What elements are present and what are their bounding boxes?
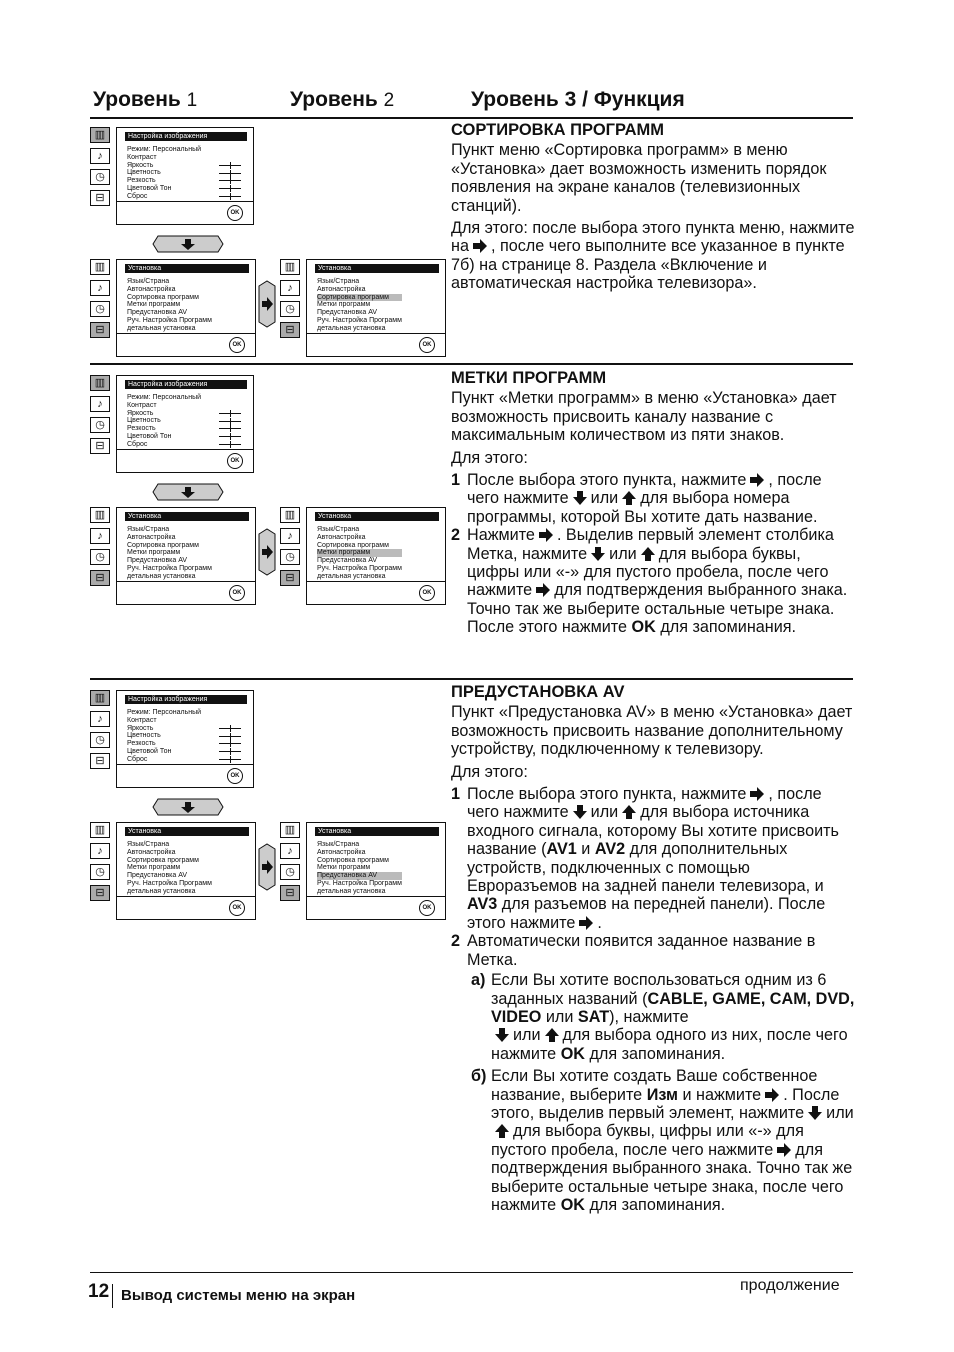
setup-menu-screen	[306, 822, 446, 920]
section-rule	[90, 363, 853, 365]
sound-icon: ♪	[280, 280, 300, 296]
menu-item: детальная установка	[127, 572, 196, 580]
menu-item: Сортировка программ	[317, 294, 402, 302]
menu-footer	[117, 764, 253, 787]
menu-item: Сброс	[127, 440, 148, 448]
level-slider	[219, 728, 241, 729]
menu-item: Язык/Страна	[127, 278, 170, 285]
menu-item: Режим: Персональный	[127, 394, 202, 401]
footer-rule	[90, 1272, 853, 1273]
paragraph: Для этого:	[451, 762, 528, 781]
menu-item: Цветность	[127, 169, 161, 177]
menu-item: Автонастройка	[127, 533, 176, 541]
menu-item: Контраст	[127, 153, 157, 161]
setup-icon: ⊟	[280, 322, 300, 338]
down-arrow-icon	[572, 805, 588, 819]
sound-icon: ♪	[280, 528, 300, 544]
menu-title: Установка	[125, 512, 249, 521]
menu-footer	[307, 896, 445, 919]
picture-icon: ▥	[280, 507, 300, 523]
ok-icon: OK	[227, 205, 243, 221]
list-subitem: б) Если Вы хотите создать Ваше собственное название, выберите Изм и нажмите . После этого, выделив первый элемент, нажмите илидля выбора буквы, цифры или «-» для пустого пробела, после чего нажмите для подтверждения выбранного знака. Точно так же выберите остальные четыре знака, после чего нажмите OK для запоминания.	[471, 1067, 854, 1214]
paragraph: Пункт «Метки программ» в меню «Установка» дает возможность присвоить каналу название с максимальным количеством из пяти знаков.	[451, 389, 837, 445]
menu-item: Руч. Настройка Программ	[317, 879, 402, 887]
header-level1: Уровень 1	[93, 88, 198, 111]
timer-icon: ◷	[280, 301, 300, 317]
sound-icon: ♪	[90, 280, 110, 296]
menu-item: Сброс	[127, 755, 148, 763]
setup-menu-screen	[306, 507, 446, 605]
setup-icon: ⊟	[90, 885, 110, 901]
menu-item: Яркость	[127, 161, 154, 169]
level-slider	[219, 196, 241, 197]
menu-icon-column	[90, 507, 112, 591]
menu-item: Метки программ	[127, 301, 181, 309]
list-item: 2 Автоматически появится заданное название в Метка.	[451, 932, 816, 969]
menu-item: Метки программ	[127, 549, 181, 557]
section-av-preset	[451, 683, 855, 1218]
menu-item: Язык/Страна	[127, 526, 170, 533]
menu-footer	[307, 333, 445, 356]
menu-item: Резкость	[127, 177, 156, 185]
timer-icon: ◷	[90, 417, 110, 433]
right-arrow-icon	[258, 528, 276, 576]
down-arrow-icon	[494, 1028, 510, 1042]
menu-title: Установка	[125, 264, 249, 273]
menu-item: Язык/Страна	[317, 278, 360, 285]
up-arrow-icon	[621, 805, 637, 819]
picture-icon: ▥	[90, 507, 110, 523]
up-arrow-icon	[640, 547, 656, 561]
menu-item: детальная установка	[127, 887, 196, 895]
menu-item: Режим: Персональный	[127, 709, 202, 716]
list-item: 1 После выбора этого пункта, нажмите , после чего нажмите или для выбора источника входного сигнала, которому Вы хотите присвоить название (AV1 и AV2 для дополнительных устройств, подключенных с помощью Евроразъемов на задней панели телевизора, и AV3 для разъемов на передней панели). После этого нажмите .	[451, 785, 839, 932]
menu-item: детальная установка	[317, 572, 386, 580]
menu-item: Руч. Настройка Программ	[127, 564, 212, 572]
menu-icon-column	[90, 822, 112, 906]
menu-item: Сортировка программ	[317, 856, 389, 864]
right-arrow-icon	[472, 239, 488, 253]
list-subitem: а) Если Вы хотите воспользоваться одним из 6 заданных названий (CABLE, GAME, CAM, DVD, VIDEO или SAT), нажмите или для выбора одного из них, после чего нажмите OK для запоминания.	[471, 971, 855, 1063]
header-level3: Уровень 3 / Функция	[471, 88, 685, 111]
timer-icon: ◷	[280, 549, 300, 565]
list-item: 1 После выбора этого пункта, нажмите , после чего нажмите или для выбора номера программы, которой Вы хотите дать название.	[451, 471, 822, 526]
level-slider	[219, 751, 241, 752]
menu-item: Цветность	[127, 417, 161, 425]
menu-item: Автонастройка	[317, 848, 366, 856]
menu-item: Язык/Страна	[127, 841, 170, 848]
section-title: МЕТКИ ПРОГРАММ	[451, 369, 607, 387]
setup-icon: ⊟	[90, 322, 110, 338]
down-arrow-icon	[152, 483, 224, 501]
menu-item: Резкость	[127, 425, 156, 433]
down-arrow-icon	[572, 491, 588, 505]
level-slider	[219, 421, 241, 422]
menu-item: Руч. Настройка Программ	[317, 564, 402, 572]
picture-icon: ▥	[90, 127, 110, 143]
menu-item: Предустановка AV	[127, 309, 188, 317]
level-slider	[219, 173, 241, 174]
menu-icon-column	[280, 822, 302, 906]
picture-menu-screen	[116, 690, 254, 788]
sound-icon: ♪	[280, 843, 300, 859]
paragraph: Для этого:	[451, 448, 528, 467]
menu-title: Настройка изображения	[125, 695, 247, 704]
section-title: СОРТИРОВКА ПРОГРАММ	[451, 121, 664, 139]
timer-icon: ◷	[90, 549, 110, 565]
down-arrow-icon	[590, 547, 606, 561]
menu-item: Цветовой Тон	[127, 184, 172, 192]
menu-item: Автонастройка	[317, 533, 366, 541]
menu-icon-column	[90, 259, 112, 343]
setup-menu-screen	[116, 507, 256, 605]
menu-item: Яркость	[127, 724, 154, 732]
setup-icon: ⊟	[280, 885, 300, 901]
section-rule	[90, 678, 853, 680]
setup-menu-screen	[306, 259, 446, 357]
level-slider	[219, 428, 241, 429]
menu-item: Предустановка AV	[317, 872, 402, 880]
menu-icon-column	[280, 259, 302, 343]
menu-footer	[117, 581, 255, 604]
setup-menu-screen	[116, 822, 256, 920]
picture-menu-screen	[116, 375, 254, 473]
picture-icon: ▥	[90, 375, 110, 391]
menu-title: Установка	[315, 512, 439, 521]
footer-section-title: Вывод системы меню на экран	[121, 1287, 356, 1304]
picture-menu-screen	[116, 127, 254, 225]
menu-footer	[307, 581, 445, 604]
section-title: ПРЕДУСТАНОВКА AV	[451, 683, 625, 701]
ok-icon: OK	[229, 585, 245, 601]
menu-icon-column	[90, 127, 112, 211]
level-slider	[219, 743, 241, 744]
continued-label: продолжение	[740, 1277, 840, 1294]
menu-title: Настройка изображения	[125, 380, 247, 389]
level-slider	[219, 165, 241, 166]
menu-footer	[117, 201, 253, 224]
ok-icon: OK	[229, 900, 245, 916]
ok-icon: OK	[419, 337, 435, 353]
menu-item: Руч. Настройка Программ	[127, 316, 212, 324]
page-number: 12	[88, 1281, 110, 1302]
section-sort-programs	[451, 121, 855, 297]
setup-icon: ⊟	[90, 190, 110, 206]
menu-item: Язык/Страна	[317, 526, 360, 533]
up-arrow-icon	[621, 491, 637, 505]
ok-icon: OK	[227, 768, 243, 784]
right-arrow-icon	[578, 916, 594, 930]
menu-item: Автонастройка	[127, 285, 176, 293]
menu-item: Руч. Настройка Программ	[127, 879, 212, 887]
paragraph: Пункт меню «Сортировка программ» в меню «Установка» дает возможность изменить порядок появления на экране каналов (телевизионных станций).	[451, 141, 827, 215]
level-slider	[219, 436, 241, 437]
down-arrow-icon	[807, 1106, 823, 1120]
timer-icon: ◷	[90, 169, 110, 185]
footer-divider	[112, 1284, 113, 1308]
menu-footer	[117, 896, 255, 919]
menu-item: Цветовой Тон	[127, 432, 172, 440]
setup-icon: ⊟	[90, 570, 110, 586]
sound-icon: ♪	[90, 711, 110, 727]
menu-icon-column	[280, 507, 302, 591]
menu-item: Автонастройка	[317, 285, 366, 293]
list-item: 2 Нажмите . Выделив первый элемент столбика Метка, нажмите или для выбора буквы, цифры или «-» для пустого пробела, после чего нажмите для подтверждения выбранного знака. Точно так же выберите остальные четыре знака. После этого нажмите OK для запоминания.	[451, 526, 848, 637]
menu-item: Контраст	[127, 716, 157, 724]
right-arrow-icon	[749, 787, 765, 801]
picture-icon: ▥	[90, 690, 110, 706]
timer-icon: ◷	[90, 301, 110, 317]
menu-item: Метки программ	[317, 549, 402, 557]
menu-title: Настройка изображения	[125, 132, 247, 141]
ok-icon: OK	[419, 585, 435, 601]
timer-icon: ◷	[90, 864, 110, 880]
menu-item: Метки программ	[127, 864, 181, 872]
level-slider	[219, 188, 241, 189]
setup-icon: ⊟	[280, 570, 300, 586]
menu-title: Установка	[315, 827, 439, 836]
menu-item: Сортировка программ	[127, 856, 199, 864]
right-arrow-icon	[258, 280, 276, 328]
right-arrow-icon	[749, 473, 765, 487]
menu-item: Цветность	[127, 732, 161, 740]
right-arrow-icon	[776, 1143, 792, 1157]
menu-item: Сортировка программ	[127, 541, 199, 549]
menu-item: Метки программ	[317, 301, 371, 309]
level-slider	[219, 759, 241, 760]
menu-title: Установка	[125, 827, 249, 836]
up-arrow-icon	[494, 1124, 510, 1138]
paragraph: Пункт «Предустановка AV» в меню «Установка» дает возможность присвоить название дополнительному устройству, подключенному к телевизору.	[451, 703, 853, 759]
menu-item: Сортировка программ	[127, 293, 199, 301]
picture-icon: ▥	[280, 822, 300, 838]
sound-icon: ♪	[90, 148, 110, 164]
menu-item: Сброс	[127, 192, 148, 200]
menu-icon-column	[90, 375, 112, 459]
level-slider	[219, 736, 241, 737]
picture-icon: ▥	[280, 259, 300, 275]
menu-item: детальная установка	[317, 324, 386, 332]
section-program-labels	[451, 369, 855, 637]
header-rule	[90, 117, 853, 119]
ok-icon: OK	[419, 900, 435, 916]
menu-item: Автонастройка	[127, 848, 176, 856]
picture-icon: ▥	[90, 259, 110, 275]
level-slider	[219, 180, 241, 181]
ok-icon: OK	[227, 453, 243, 469]
setup-icon: ⊟	[90, 438, 110, 454]
ok-icon: OK	[229, 337, 245, 353]
menu-title: Установка	[315, 264, 439, 273]
menu-item: Предустановка AV	[317, 309, 378, 317]
menu-item: Яркость	[127, 409, 154, 417]
timer-icon: ◷	[90, 732, 110, 748]
down-arrow-icon	[152, 235, 224, 253]
timer-icon: ◷	[280, 864, 300, 880]
paragraph: Для этого: после выбора этого пункта меню, нажмите на , после чего выполните все указанное в пункте 7б) на странице 8. Раздела «Включение и автоматическая настройка телевизора».	[451, 219, 855, 293]
menu-footer	[117, 333, 255, 356]
header-level2: Уровень 2	[290, 88, 395, 111]
sound-icon: ♪	[90, 528, 110, 544]
level-slider	[219, 444, 241, 445]
menu-item: детальная установка	[127, 324, 196, 332]
menu-item: Метки программ	[317, 864, 371, 872]
setup-menu-screen	[116, 259, 256, 357]
menu-item: Руч. Настройка Программ	[317, 316, 402, 324]
level-slider	[219, 413, 241, 414]
down-arrow-icon	[152, 798, 224, 816]
menu-item: Резкость	[127, 740, 156, 748]
menu-item: Режим: Персональный	[127, 146, 202, 153]
menu-item: Контраст	[127, 401, 157, 409]
menu-footer	[117, 449, 253, 472]
menu-item: Цветовой Тон	[127, 747, 172, 755]
right-arrow-icon	[764, 1088, 780, 1102]
right-arrow-icon	[535, 583, 551, 597]
setup-icon: ⊟	[90, 753, 110, 769]
menu-item: Предустановка AV	[317, 557, 378, 565]
menu-icon-column	[90, 690, 112, 774]
up-arrow-icon	[544, 1028, 560, 1042]
right-arrow-icon	[258, 843, 276, 891]
sound-icon: ♪	[90, 396, 110, 412]
menu-item: Предустановка AV	[127, 872, 188, 880]
menu-item: Предустановка AV	[127, 557, 188, 565]
menu-item: Язык/Страна	[317, 841, 360, 848]
menu-item: Сортировка программ	[317, 541, 389, 549]
menu-item: детальная установка	[317, 887, 386, 895]
picture-icon: ▥	[90, 822, 110, 838]
sound-icon: ♪	[90, 843, 110, 859]
right-arrow-icon	[538, 528, 554, 542]
